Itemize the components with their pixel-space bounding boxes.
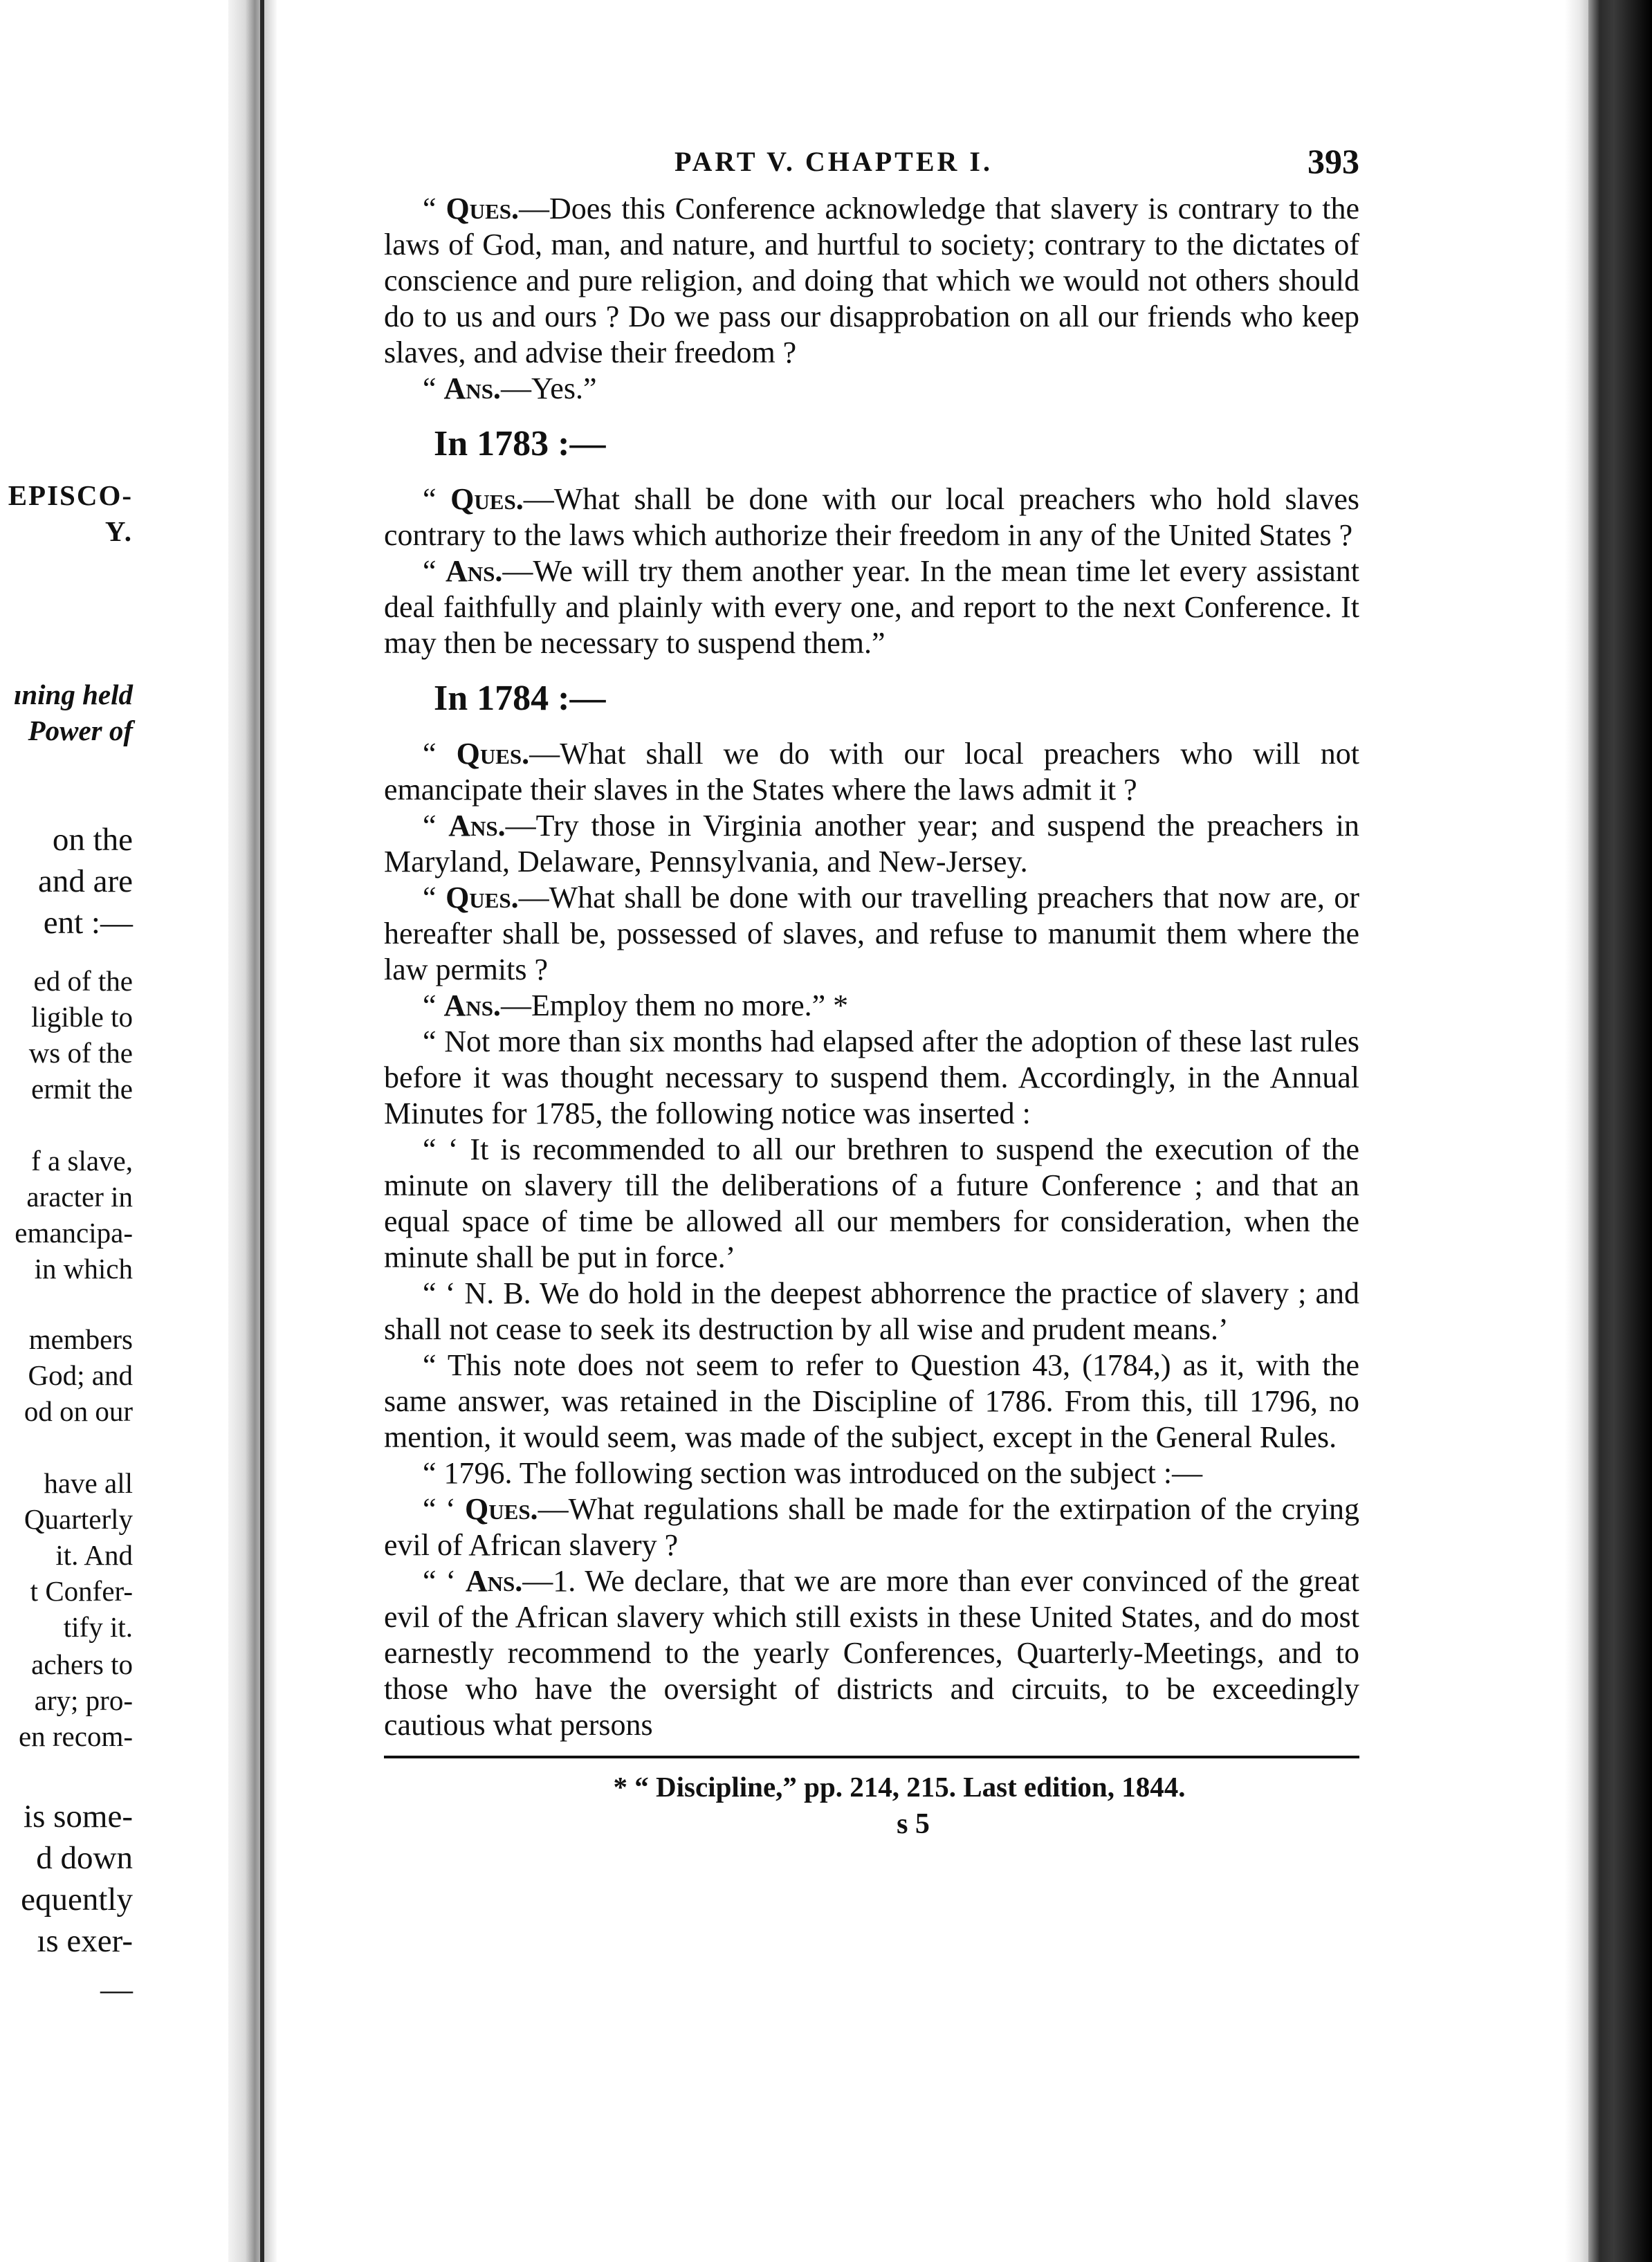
paragraph-question: “ Ques.—Does this Conference acknowledge that slavery is contrary to the laws of God, man, and nature, and hurtful to society; contrary to the dictates of conscience and pure religion, and doing that which we would not others should do to us and ours ? Do we pass our disapprobation on all our friends who keep slaves, and advise their freedom ? bbox=[384, 192, 1360, 369]
facing-page-line: ıs exer- bbox=[37, 1923, 133, 1959]
facing-page-line: ed of the bbox=[33, 965, 133, 997]
facing-page-line: aracter in bbox=[26, 1181, 133, 1213]
section-heading-1783: In 1783 :— bbox=[434, 424, 606, 463]
facing-page-line: tify it. bbox=[63, 1611, 133, 1643]
paragraph-text: —Employ them no more.” * bbox=[500, 989, 849, 1022]
facing-page-line: ermit the bbox=[31, 1073, 133, 1105]
paragraph-text: —Does this Conference acknowledge that slavery is contrary to the laws of God, man, and nature, and hurtful to society; contrary to the dictates of conscience and pure religion, and doing that which we would not others should do to us and ours ? Do we pass our disapprobation on all our friends who keep slaves, and advise their freedom ? bbox=[384, 192, 1360, 369]
running-head bbox=[384, 142, 1359, 191]
ans-label: Ans. bbox=[443, 989, 501, 1022]
paragraph-answer: “ Ans.—Employ them no more.” * bbox=[423, 989, 849, 1022]
paragraph-text: —Try those in Virginia another year; and suspend the preachers in Maryland, Delaware, Pennsylvania, and New-Jersey. bbox=[384, 809, 1359, 879]
ques-label: Ques. bbox=[465, 1492, 538, 1526]
facing-page-fragment bbox=[0, 0, 138, 2262]
gutter-line bbox=[260, 0, 264, 2262]
facing-page-line: EPISCO- bbox=[8, 479, 133, 511]
facing-page-line: emancipa- bbox=[15, 1217, 133, 1249]
paragraph: “ This note does not seem to refer to Question 43, (1784,) as it, with the same answer, was retained in the Discipline of 1786. From this, till 1796, no mention, it would seem, was made of the subject, except in the General Rules. bbox=[384, 1348, 1359, 1454]
paragraph-text: —What shall we do with our local preachers who will not emancipate their slaves in the States where the laws admit it ? bbox=[384, 737, 1359, 807]
binding-gutter bbox=[228, 0, 277, 2262]
facing-page-line: and are bbox=[38, 863, 133, 899]
facing-page-line: en recom- bbox=[18, 1720, 133, 1752]
facing-page-line: d down bbox=[36, 1840, 133, 1876]
printer-signature-mark: s 5 bbox=[897, 1808, 930, 1840]
paragraph: “ ‘ It is recommended to all our brethren to suspend the execution of the minute on slavery till the deliberations of a future Conference ; and that an equal space of time be allowed all our members for consideration, when the minute shall be put in force.’ bbox=[384, 1132, 1359, 1274]
ans-label: Ans. bbox=[443, 371, 501, 405]
paragraph-question: “ Ques.—What shall be done with our travelling preachers that now are, or hereafter shall be, possessed of slaves, and refuse to manumit them where the law permits ? bbox=[384, 881, 1360, 986]
facing-page-line: t Confer- bbox=[30, 1575, 133, 1607]
paragraph: “ ‘ N. B. We do hold in the deepest abhorrence the practice of slavery ; and shall not cease to seek its destruction by all wise and prudent means.’ bbox=[384, 1276, 1359, 1346]
paragraph-text: —What shall be done with our travelling preachers that now are, or hereafter shall be, possessed of slaves, and refuse to manumit them where the law permits ? bbox=[384, 881, 1360, 986]
facing-page-line: ent :— bbox=[43, 905, 133, 941]
facing-page-line: Power of bbox=[28, 715, 133, 746]
paragraph-question: “ Ques.—What shall we do with our local preachers who will not emancipate their slaves in the States where the laws admit it ? bbox=[384, 737, 1359, 807]
ans-label: Ans. bbox=[465, 1564, 523, 1598]
ques-label: Ques. bbox=[456, 737, 530, 771]
facing-page-line: Quarterly bbox=[24, 1503, 133, 1535]
facing-page-line: is some- bbox=[24, 1799, 133, 1835]
facing-page-line: ws of the bbox=[28, 1037, 133, 1069]
paragraph-answer: “ Ans.—Try those in Virginia another year; and suspend the preachers in Maryland, Delaware, Pennsylvania, and New-Jersey. bbox=[384, 809, 1359, 879]
paragraph-text: —What shall be done with our local preachers who hold slaves contrary to the laws which authorize their freedom in any of the United States ? bbox=[384, 482, 1359, 552]
paragraph-text: —1. We declare, that we are more than ever convinced of the great evil of the African slavery which still exists in these United States, and do most earnestly recommend to the yearly Conferences, Quarterly-Meetings, and to those who have the oversight of districts and circuits, to be exceedingly cautious what persons bbox=[384, 1564, 1359, 1742]
ans-label: Ans. bbox=[448, 809, 506, 843]
facing-page-line: have all bbox=[44, 1467, 133, 1499]
ques-label: Ques. bbox=[446, 192, 519, 226]
paragraph: “ Not more than six months had elapsed after the adoption of these last rules before it was thought necessary to suspend them. Accordingly, in the Annual Minutes for 1785, the following notice was inserted : bbox=[384, 1024, 1359, 1130]
footnote: * “ Discipline,” pp. 214, 215. Last edition, 1844. bbox=[613, 1771, 1186, 1803]
ques-label: Ques. bbox=[450, 482, 524, 516]
facing-page-line: on the bbox=[52, 822, 133, 858]
paragraph: “ 1796. The following section was introduced on the subject :— bbox=[423, 1456, 1203, 1490]
facing-page-line: it. And bbox=[55, 1539, 133, 1571]
facing-page-line: ıning held bbox=[13, 679, 133, 710]
scan-right-border bbox=[1588, 0, 1652, 2262]
facing-page-line: Y. bbox=[104, 515, 133, 547]
paragraph-answer: “ Ans.—We will try them another year. In the mean time let every assistant deal faithfully and plainly with every one, and report to the next Conference. It may then be necessary to suspend them.” bbox=[384, 554, 1360, 660]
running-head-title: PART V. CHAPTER I. bbox=[674, 146, 993, 177]
facing-page-line: ligible to bbox=[31, 1001, 133, 1033]
facing-page-line: members bbox=[28, 1323, 133, 1355]
facing-page-line: f a slave, bbox=[31, 1145, 133, 1177]
paragraph-answer: “ ‘ Ans.—1. We declare, that we are more than ever convinced of the great evil of the African slavery which still exists in these United States, and do most earnestly recommend to the yearly Conferences, Quarterly-Meetings, and to those who have the oversight of districts and circuits, to be exceedingly cautious what persons bbox=[384, 1564, 1359, 1742]
page-edge-shading bbox=[1565, 0, 1590, 2262]
paragraph-text: —Yes.” bbox=[500, 371, 597, 405]
paragraph-text: —We will try them another year. In the mean time let every assistant deal faithfully and plainly with every one, and report to the next Conference. It may then be necessary to suspend them.” bbox=[384, 554, 1360, 660]
facing-page-line: achers to bbox=[31, 1648, 133, 1680]
footnote-rule bbox=[384, 1756, 1359, 1758]
paragraph-question: “ ‘ Ques.—What regulations shall be made for the extirpation of the crying evil of African slavery ? bbox=[384, 1492, 1359, 1562]
ques-label: Ques. bbox=[446, 881, 519, 914]
facing-page-line: ary; pro- bbox=[34, 1684, 133, 1716]
section-heading-1784: In 1784 :— bbox=[434, 679, 606, 718]
facing-page-line: — bbox=[100, 1971, 133, 2007]
book-page bbox=[384, 142, 1360, 1843]
facing-page-line: God; and bbox=[28, 1359, 133, 1391]
facing-page-line: od on our bbox=[24, 1395, 133, 1427]
ans-label: Ans. bbox=[445, 554, 503, 588]
page-number: 393 bbox=[1307, 142, 1359, 181]
facing-page-line: equently bbox=[21, 1882, 133, 1918]
facing-page-line: in which bbox=[34, 1253, 133, 1285]
paragraph-text: —What regulations shall be made for the extirpation of the crying evil of African slavery ? bbox=[384, 1492, 1359, 1562]
paragraph-question: “ Ques.—What shall be done with our local preachers who hold slaves contrary to the laws which authorize their freedom in any of the United States ? bbox=[384, 482, 1359, 552]
paragraph-answer: “ Ans.—Yes.” bbox=[423, 371, 597, 405]
